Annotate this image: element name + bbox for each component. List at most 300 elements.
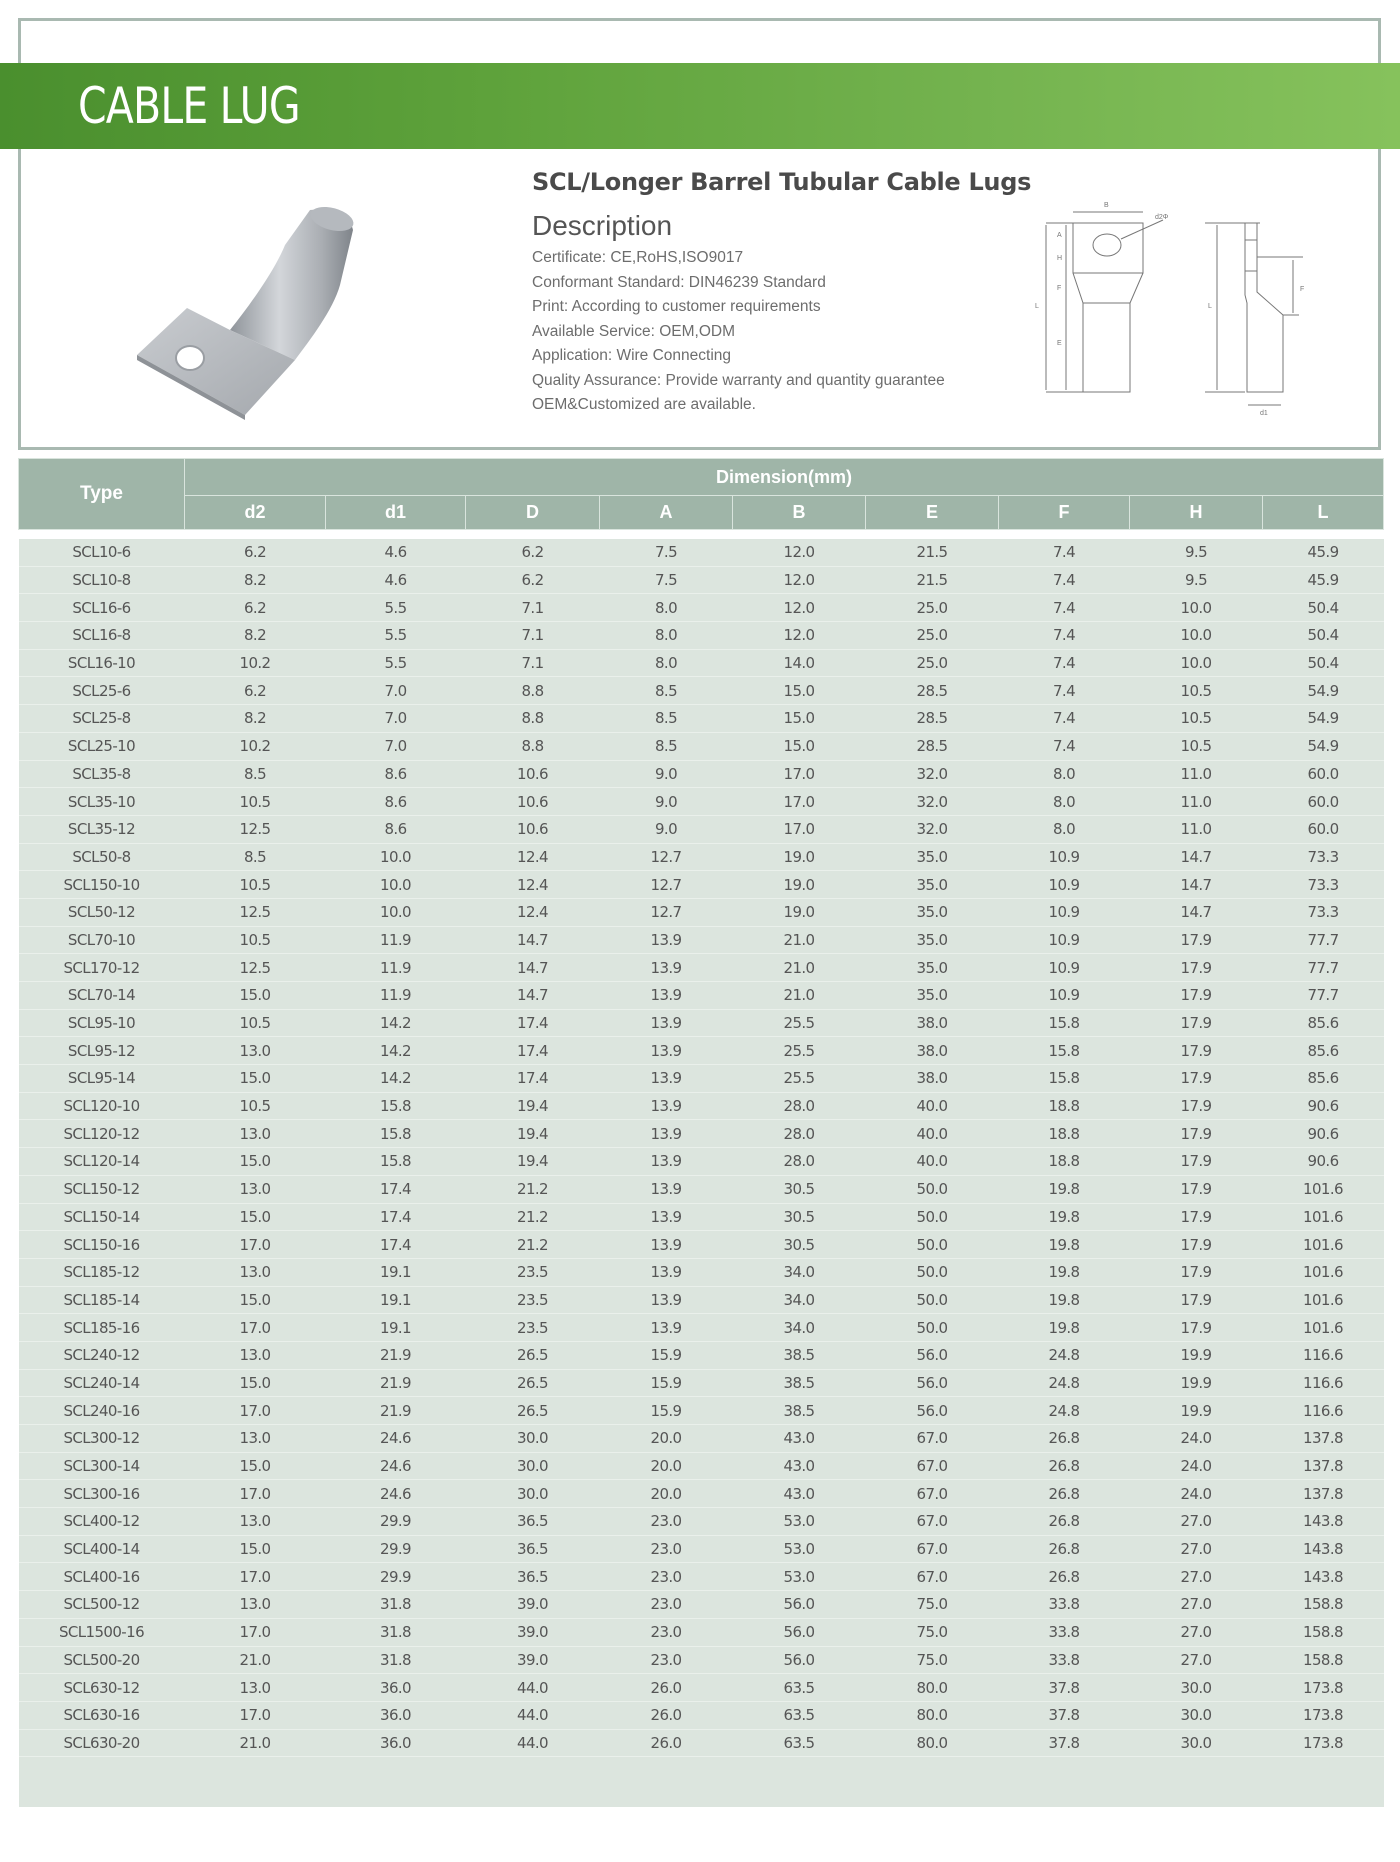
- cell-e: 56.0: [866, 1369, 999, 1397]
- cell-a: 13.9: [600, 1203, 733, 1231]
- cell-d1: 14.2: [326, 1065, 466, 1093]
- svg-text:F: F: [1057, 285, 1062, 292]
- cell-a: 13.9: [600, 1175, 733, 1203]
- cell-f: 7.4: [999, 705, 1130, 733]
- cell-d2: 13.0: [185, 1120, 326, 1148]
- cell-d2: 12.5: [185, 815, 326, 843]
- cell-h: 17.9: [1130, 1314, 1263, 1342]
- cell-e: 50.0: [866, 1286, 999, 1314]
- cell-d1: 4.6: [326, 539, 466, 567]
- cell-d2: 13.0: [185, 1175, 326, 1203]
- cell-e: 25.0: [866, 622, 999, 650]
- cell-b: 19.0: [733, 871, 866, 899]
- cell-f: 19.8: [999, 1231, 1130, 1259]
- table-row: [19, 594, 1384, 622]
- cell-d: 21.2: [466, 1203, 600, 1231]
- cell-l: 173.8: [1263, 1674, 1384, 1702]
- cell-d2: 8.2: [185, 622, 326, 650]
- column-header-e: E: [866, 496, 999, 530]
- cell-l: 45.9: [1263, 539, 1384, 567]
- cell-a: 8.5: [600, 705, 733, 733]
- cell-type: SCL150-16: [19, 1231, 185, 1259]
- title-banner: [0, 63, 1400, 149]
- cell-d2: 6.2: [185, 594, 326, 622]
- cell-l: 45.9: [1263, 566, 1384, 594]
- column-header-d2: d2: [185, 496, 326, 530]
- cell-f: 7.4: [999, 539, 1130, 567]
- column-header-a: A: [600, 496, 733, 530]
- cell-f: 26.8: [999, 1563, 1130, 1591]
- cell-f: 15.8: [999, 1009, 1130, 1037]
- cell-h: 30.0: [1130, 1729, 1263, 1757]
- cell-f: 19.8: [999, 1258, 1130, 1286]
- cell-f: 26.8: [999, 1452, 1130, 1480]
- cell-type: SCL400-16: [19, 1563, 185, 1591]
- cell-d: 12.4: [466, 843, 600, 871]
- cell-type: SCL170-12: [19, 954, 185, 982]
- cell-d2: 15.0: [185, 1203, 326, 1231]
- cell-type: SCL400-12: [19, 1508, 185, 1536]
- cell-a: 13.9: [600, 926, 733, 954]
- cell-d1: 36.0: [326, 1674, 466, 1702]
- cell-f: 7.4: [999, 594, 1130, 622]
- cell-e: 21.5: [866, 566, 999, 594]
- cell-d1: 31.8: [326, 1646, 466, 1674]
- cell-type: SCL630-20: [19, 1729, 185, 1757]
- cell-d1: 5.5: [326, 622, 466, 650]
- cell-type: SCL35-8: [19, 760, 185, 788]
- cell-d2: 8.2: [185, 705, 326, 733]
- cell-f: 10.9: [999, 871, 1130, 899]
- cell-type: SCL16-10: [19, 649, 185, 677]
- cell-h: 17.9: [1130, 1258, 1263, 1286]
- table-row: [19, 1591, 1384, 1619]
- cell-a: 13.9: [600, 982, 733, 1010]
- cell-l: 54.9: [1263, 732, 1384, 760]
- cell-f: 7.4: [999, 566, 1130, 594]
- cell-e: 40.0: [866, 1148, 999, 1176]
- cell-d2: 8.5: [185, 760, 326, 788]
- table-row: [19, 1729, 1384, 1757]
- cell-type: SCL95-12: [19, 1037, 185, 1065]
- cell-d: 10.6: [466, 760, 600, 788]
- cell-type: SCL120-12: [19, 1120, 185, 1148]
- cell-b: 38.5: [733, 1369, 866, 1397]
- column-header-l: L: [1263, 496, 1384, 530]
- table-row: [19, 1037, 1384, 1065]
- table-row: [19, 1065, 1384, 1093]
- product-title: SCL/Longer Barrel Tubular Cable Lugs: [532, 168, 1032, 196]
- cell-d2: 17.0: [185, 1701, 326, 1729]
- cell-h: 17.9: [1130, 1203, 1263, 1231]
- cell-f: 7.4: [999, 649, 1130, 677]
- cell-l: 116.6: [1263, 1369, 1384, 1397]
- cell-type: SCL70-10: [19, 926, 185, 954]
- cell-f: 10.9: [999, 926, 1130, 954]
- cell-f: 8.0: [999, 788, 1130, 816]
- cell-d: 8.8: [466, 677, 600, 705]
- description-item: Available Service: OEM,ODM: [532, 322, 735, 340]
- table-row: [19, 1563, 1384, 1591]
- cell-h: 27.0: [1130, 1563, 1263, 1591]
- cell-d1: 8.6: [326, 788, 466, 816]
- cell-b: 53.0: [733, 1563, 866, 1591]
- cell-f: 7.4: [999, 622, 1130, 650]
- cell-d2: 15.0: [185, 1286, 326, 1314]
- cell-d1: 14.2: [326, 1037, 466, 1065]
- cell-type: SCL10-6: [19, 539, 185, 567]
- table-row: [19, 926, 1384, 954]
- cell-a: 23.0: [600, 1618, 733, 1646]
- table-row: [19, 1535, 1384, 1563]
- cell-d2: 15.0: [185, 1148, 326, 1176]
- cell-d1: 21.9: [326, 1341, 466, 1369]
- cell-b: 63.5: [733, 1729, 866, 1757]
- cell-e: 67.0: [866, 1452, 999, 1480]
- cell-h: 27.0: [1130, 1535, 1263, 1563]
- cell-a: 13.9: [600, 1120, 733, 1148]
- cell-e: 32.0: [866, 788, 999, 816]
- cell-a: 13.9: [600, 1258, 733, 1286]
- table-row: [19, 1175, 1384, 1203]
- cell-d2: 15.0: [185, 1065, 326, 1093]
- cell-l: 90.6: [1263, 1092, 1384, 1120]
- table-row: [19, 871, 1384, 899]
- cell-d1: 24.6: [326, 1425, 466, 1453]
- cell-h: 17.9: [1130, 1175, 1263, 1203]
- cell-b: 56.0: [733, 1591, 866, 1619]
- cell-f: 18.8: [999, 1092, 1130, 1120]
- cell-d1: 4.6: [326, 566, 466, 594]
- cell-type: SCL300-16: [19, 1480, 185, 1508]
- description-item: OEM&Customized are available.: [532, 396, 756, 413]
- cell-e: 32.0: [866, 760, 999, 788]
- svg-text:d1: d1: [1260, 410, 1268, 417]
- cell-h: 17.9: [1130, 1009, 1263, 1037]
- cell-b: 12.0: [733, 539, 866, 567]
- cell-h: 10.5: [1130, 732, 1263, 760]
- cell-d2: 15.0: [185, 1535, 326, 1563]
- cell-d2: 13.0: [185, 1674, 326, 1702]
- cell-b: 21.0: [733, 954, 866, 982]
- cell-e: 50.0: [866, 1314, 999, 1342]
- cell-e: 80.0: [866, 1701, 999, 1729]
- cell-h: 10.0: [1130, 649, 1263, 677]
- cell-h: 24.0: [1130, 1452, 1263, 1480]
- cell-l: 50.4: [1263, 649, 1384, 677]
- cell-d1: 19.1: [326, 1314, 466, 1342]
- cell-a: 7.5: [600, 566, 733, 594]
- cell-b: 34.0: [733, 1258, 866, 1286]
- cell-a: 7.5: [600, 539, 733, 567]
- cell-l: 116.6: [1263, 1397, 1384, 1425]
- cell-f: 7.4: [999, 677, 1130, 705]
- table-row: [19, 1369, 1384, 1397]
- cell-h: 14.7: [1130, 898, 1263, 926]
- cell-d: 17.4: [466, 1037, 600, 1065]
- cell-d: 30.0: [466, 1480, 600, 1508]
- cell-h: 17.9: [1130, 954, 1263, 982]
- cell-h: 10.0: [1130, 594, 1263, 622]
- dimension-table: [18, 458, 1384, 1807]
- cell-b: 56.0: [733, 1646, 866, 1674]
- cell-b: 15.0: [733, 732, 866, 760]
- cell-e: 28.5: [866, 677, 999, 705]
- cell-d1: 11.9: [326, 926, 466, 954]
- table-row: [19, 1674, 1384, 1702]
- cell-e: 67.0: [866, 1508, 999, 1536]
- cell-d1: 15.8: [326, 1148, 466, 1176]
- cell-d: 21.2: [466, 1231, 600, 1259]
- cell-d2: 10.2: [185, 732, 326, 760]
- description-item: Print: According to customer requirements: [532, 298, 821, 315]
- cell-e: 35.0: [866, 843, 999, 871]
- cell-type: SCL70-14: [19, 982, 185, 1010]
- cell-type: SCL300-12: [19, 1425, 185, 1453]
- cell-type: SCL240-12: [19, 1341, 185, 1369]
- cell-type: SCL16-8: [19, 622, 185, 650]
- cell-d1: 10.0: [326, 871, 466, 899]
- column-header-h: H: [1130, 496, 1263, 530]
- cell-e: 35.0: [866, 982, 999, 1010]
- table-row: [19, 1286, 1384, 1314]
- cell-d1: 7.0: [326, 705, 466, 733]
- cell-b: 43.0: [733, 1425, 866, 1453]
- cell-e: 50.0: [866, 1203, 999, 1231]
- cell-d: 26.5: [466, 1369, 600, 1397]
- cell-type: SCL150-10: [19, 871, 185, 899]
- cell-d2: 10.5: [185, 1009, 326, 1037]
- cell-a: 13.9: [600, 1231, 733, 1259]
- cell-d2: 15.0: [185, 982, 326, 1010]
- cell-h: 24.0: [1130, 1425, 1263, 1453]
- cell-f: 33.8: [999, 1646, 1130, 1674]
- cell-a: 23.0: [600, 1563, 733, 1591]
- cell-b: 19.0: [733, 843, 866, 871]
- cell-type: SCL150-14: [19, 1203, 185, 1231]
- cell-d: 44.0: [466, 1729, 600, 1757]
- cell-type: SCL400-14: [19, 1535, 185, 1563]
- svg-text:d2Φ: d2Φ: [1155, 214, 1169, 221]
- cell-h: 14.7: [1130, 843, 1263, 871]
- cell-l: 73.3: [1263, 843, 1384, 871]
- cell-e: 35.0: [866, 871, 999, 899]
- cell-d2: 13.0: [185, 1341, 326, 1369]
- cell-a: 15.9: [600, 1397, 733, 1425]
- cell-h: 17.9: [1130, 1231, 1263, 1259]
- cell-d2: 21.0: [185, 1646, 326, 1674]
- cell-d: 36.5: [466, 1563, 600, 1591]
- cell-d1: 21.9: [326, 1397, 466, 1425]
- cell-b: 12.0: [733, 566, 866, 594]
- cell-type: SCL185-12: [19, 1258, 185, 1286]
- cell-a: 13.9: [600, 1037, 733, 1065]
- cell-e: 67.0: [866, 1480, 999, 1508]
- cell-f: 26.8: [999, 1480, 1130, 1508]
- cell-l: 143.8: [1263, 1508, 1384, 1536]
- cell-f: 24.8: [999, 1369, 1130, 1397]
- column-header-f: F: [999, 496, 1130, 530]
- table-row: [19, 566, 1384, 594]
- cell-l: 50.4: [1263, 594, 1384, 622]
- table-row: [19, 1452, 1384, 1480]
- cell-h: 17.9: [1130, 1120, 1263, 1148]
- cell-b: 17.0: [733, 788, 866, 816]
- description-list: [532, 246, 1031, 418]
- cell-a: 13.9: [600, 1314, 733, 1342]
- cell-h: 19.9: [1130, 1341, 1263, 1369]
- cell-type: SCL35-10: [19, 788, 185, 816]
- cell-l: 137.8: [1263, 1480, 1384, 1508]
- cell-e: 75.0: [866, 1646, 999, 1674]
- cell-d2: 10.5: [185, 1092, 326, 1120]
- cell-f: 10.9: [999, 982, 1130, 1010]
- cell-h: 30.0: [1130, 1674, 1263, 1702]
- cell-d2: 17.0: [185, 1618, 326, 1646]
- cell-h: 17.9: [1130, 1148, 1263, 1176]
- cell-e: 80.0: [866, 1674, 999, 1702]
- cell-e: 28.5: [866, 705, 999, 733]
- cell-l: 137.8: [1263, 1425, 1384, 1453]
- cell-d1: 21.9: [326, 1369, 466, 1397]
- cell-b: 34.0: [733, 1314, 866, 1342]
- cell-d: 8.8: [466, 732, 600, 760]
- cell-l: 158.8: [1263, 1646, 1384, 1674]
- cell-d: 7.1: [466, 594, 600, 622]
- cell-a: 9.0: [600, 788, 733, 816]
- table-row: [19, 788, 1384, 816]
- cell-b: 53.0: [733, 1508, 866, 1536]
- table-header: [19, 459, 1384, 530]
- cell-b: 17.0: [733, 760, 866, 788]
- cell-d2: 6.2: [185, 677, 326, 705]
- cell-d: 6.2: [466, 539, 600, 567]
- cell-e: 75.0: [866, 1618, 999, 1646]
- cell-b: 43.0: [733, 1480, 866, 1508]
- table-row: [19, 954, 1384, 982]
- cell-d2: 10.5: [185, 926, 326, 954]
- cell-b: 28.0: [733, 1092, 866, 1120]
- cell-d1: 29.9: [326, 1563, 466, 1591]
- cell-d1: 24.6: [326, 1452, 466, 1480]
- cell-e: 21.5: [866, 539, 999, 567]
- cell-type: SCL630-12: [19, 1674, 185, 1702]
- cell-h: 17.9: [1130, 982, 1263, 1010]
- cell-h: 17.9: [1130, 926, 1263, 954]
- description-item: Conformant Standard: DIN46239 Standard: [532, 273, 826, 291]
- cell-h: 11.0: [1130, 760, 1263, 788]
- table-row: [19, 843, 1384, 871]
- table-body: [19, 539, 1384, 1807]
- cell-a: 26.0: [600, 1701, 733, 1729]
- cell-f: 15.8: [999, 1037, 1130, 1065]
- table-row: [19, 1148, 1384, 1176]
- table-row: [19, 1009, 1384, 1037]
- cell-a: 8.0: [600, 594, 733, 622]
- cell-type: SCL630-16: [19, 1701, 185, 1729]
- cell-d: 19.4: [466, 1092, 600, 1120]
- cell-f: 37.8: [999, 1729, 1130, 1757]
- table-row: [19, 732, 1384, 760]
- cell-type: SCL50-8: [19, 843, 185, 871]
- cell-b: 12.0: [733, 594, 866, 622]
- table-row: [19, 677, 1384, 705]
- cell-type: SCL25-10: [19, 732, 185, 760]
- column-header-d1: d1: [326, 496, 466, 530]
- cell-e: 80.0: [866, 1729, 999, 1757]
- cell-f: 7.4: [999, 732, 1130, 760]
- cell-b: 19.0: [733, 898, 866, 926]
- cell-d: 14.7: [466, 954, 600, 982]
- cell-d2: 10.2: [185, 649, 326, 677]
- cell-d2: 17.0: [185, 1563, 326, 1591]
- cell-b: 30.5: [733, 1175, 866, 1203]
- cell-a: 15.9: [600, 1369, 733, 1397]
- cell-l: 90.6: [1263, 1120, 1384, 1148]
- cell-d: 39.0: [466, 1646, 600, 1674]
- cell-h: 14.7: [1130, 871, 1263, 899]
- cell-d: 19.4: [466, 1120, 600, 1148]
- cell-d: 10.6: [466, 815, 600, 843]
- table-row: [19, 1258, 1384, 1286]
- cell-b: 63.5: [733, 1674, 866, 1702]
- cell-e: 35.0: [866, 954, 999, 982]
- cell-type: SCL1500-16: [19, 1618, 185, 1646]
- cell-e: 75.0: [866, 1591, 999, 1619]
- cell-l: 158.8: [1263, 1618, 1384, 1646]
- cell-d1: 14.2: [326, 1009, 466, 1037]
- cell-d1: 29.9: [326, 1535, 466, 1563]
- cell-l: 60.0: [1263, 788, 1384, 816]
- cell-d: 12.4: [466, 898, 600, 926]
- cell-a: 20.0: [600, 1425, 733, 1453]
- table-row: [19, 1646, 1384, 1674]
- table-row: [19, 1341, 1384, 1369]
- cell-b: 25.5: [733, 1037, 866, 1065]
- description-item: Certificate: CE,RoHS,ISO9017: [532, 249, 744, 266]
- cell-l: 101.6: [1263, 1175, 1384, 1203]
- cell-b: 25.5: [733, 1065, 866, 1093]
- cell-d: 8.8: [466, 705, 600, 733]
- cell-l: 101.6: [1263, 1203, 1384, 1231]
- cell-d: 39.0: [466, 1618, 600, 1646]
- cell-h: 9.5: [1130, 539, 1263, 567]
- cell-l: 85.6: [1263, 1037, 1384, 1065]
- cell-e: 38.0: [866, 1037, 999, 1065]
- cell-f: 10.9: [999, 954, 1130, 982]
- cell-b: 63.5: [733, 1701, 866, 1729]
- cell-a: 13.9: [600, 1009, 733, 1037]
- table-row: [19, 815, 1384, 843]
- cell-h: 17.9: [1130, 1037, 1263, 1065]
- cell-d2: 13.0: [185, 1037, 326, 1065]
- cell-d: 7.1: [466, 649, 600, 677]
- table-row: [19, 1480, 1384, 1508]
- cell-h: 17.9: [1130, 1065, 1263, 1093]
- cell-type: SCL25-6: [19, 677, 185, 705]
- cell-f: 18.8: [999, 1148, 1130, 1176]
- cell-d1: 17.4: [326, 1203, 466, 1231]
- cell-f: 19.8: [999, 1286, 1130, 1314]
- cell-a: 8.0: [600, 649, 733, 677]
- cell-d: 17.4: [466, 1009, 600, 1037]
- cell-d1: 31.8: [326, 1591, 466, 1619]
- cell-b: 38.5: [733, 1397, 866, 1425]
- cell-e: 28.5: [866, 732, 999, 760]
- table-row: [19, 1508, 1384, 1536]
- cell-e: 67.0: [866, 1535, 999, 1563]
- column-header-d: D: [466, 496, 600, 530]
